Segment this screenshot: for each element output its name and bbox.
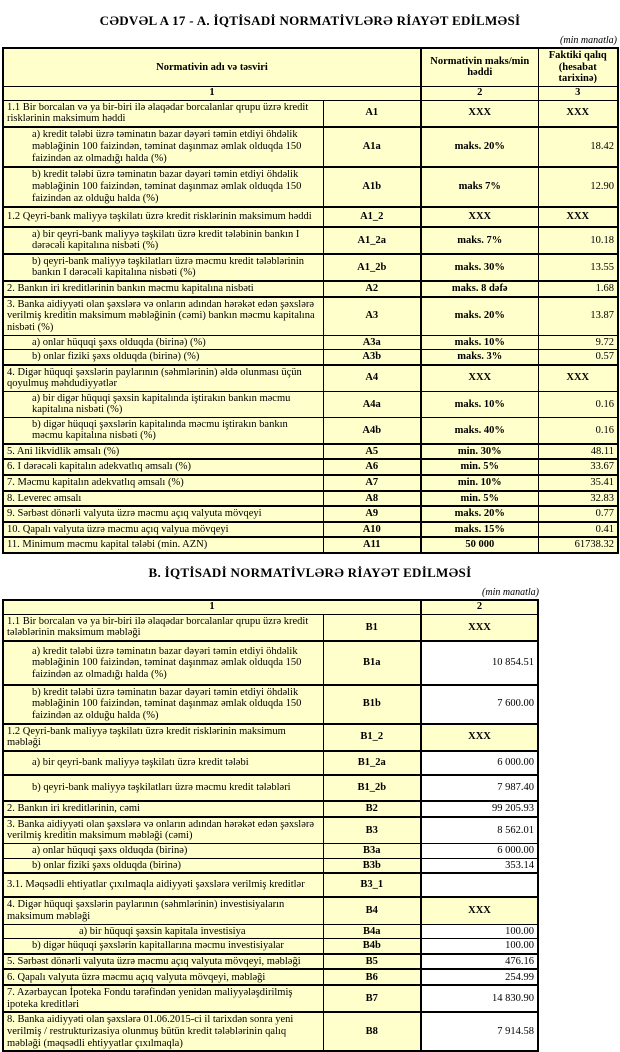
table-row	[3, 491, 618, 507]
norm-actual-cell: 61738.32	[538, 537, 618, 553]
norm-actual-cell: 0.16	[538, 391, 618, 417]
norm-name-cell: b) kredit tələbi üzrə təminatın bazar dəyəri təmin etdiyi öhdəlik məbləğinin 100 faizindən, təminat daşınmaz əmlak olduqda 150 faizindən az olduğu halda (%)	[3, 167, 323, 207]
table-row	[3, 167, 618, 207]
norm-value-cell: 254.99	[421, 969, 538, 985]
norm-actual-cell: 9.72	[538, 335, 618, 350]
norm-name-cell: a) bir qeyri-bank maliyyə təşkilatı üzrə kredit tələbi	[3, 751, 323, 775]
norm-actual-cell: 35.41	[538, 475, 618, 491]
header-limit: Normativin maks/min həddi	[421, 48, 538, 86]
norm-name-cell: 1.2 Qeyri-bank maliyyə təşkilatı üzrə kredit risklərinin maksimum həddi	[3, 207, 323, 227]
norm-code-cell: B7	[323, 985, 421, 1012]
table-row	[3, 985, 538, 1012]
norm-value-cell: 14 830.90	[421, 985, 538, 1012]
norm-value-cell: 6 000.00	[421, 751, 538, 775]
norm-value-cell: 7 987.40	[421, 775, 538, 801]
norm-actual-cell: 0.41	[538, 522, 618, 538]
norm-name-cell: 8. Banka aidiyyəti olan şəxslərə 01.06.2015-ci il tarixdən sonra yeni verilmiş / restrukturizasiya olunmuş bütün kredit tələblərinin qalıq məbləği (məqsədli ehtiyyatlar çıxılmaqla)	[3, 1012, 323, 1051]
norm-name-cell: 3.1. Məqsədli ehtiyatlar çıxılmaqla aidiyyəti şəxslərə verilmiş kreditlər	[3, 873, 323, 897]
table-b-unit-note: (min manatla)	[482, 586, 539, 598]
norm-name-cell: 6. I dərəcəli kapitalın adekvatlıq əmsalı (%)	[3, 459, 323, 475]
table-row	[3, 417, 618, 444]
header-name: Normativin adı və təsviri	[3, 48, 421, 86]
table-row	[3, 391, 618, 417]
norm-code-cell: A1_2a	[323, 227, 421, 254]
table-row	[3, 969, 538, 985]
norm-limit-cell: maks. 20%	[421, 127, 538, 167]
norm-code-cell: B2	[323, 801, 421, 817]
table-row	[3, 254, 618, 281]
norm-name-cell: 5. Sərbəst dönərli valyuta üzrə məcmu açıq valyuta mövqeyi, məbləği	[3, 954, 323, 970]
table-row	[3, 350, 618, 365]
norm-name-cell: b) qeyri-bank maliyyə təşkilatları üzrə məcmu kredit tələbləri	[3, 775, 323, 801]
norm-code-cell: A1a	[323, 127, 421, 167]
norm-actual-cell: 33.67	[538, 459, 618, 475]
norm-name-cell: 1.2 Qeyri-bank maliyyə təşkilatı üzrə kredit risklərinin maksimum məbləği	[3, 724, 323, 751]
table-row	[3, 227, 618, 254]
norm-value-cell: 100.00	[421, 924, 538, 939]
norm-name-cell: a) onlar hüquqi şəxs olduqda (birinə)	[3, 844, 323, 859]
table-row	[3, 844, 538, 859]
table-row	[3, 506, 618, 522]
table-a-header-row	[3, 48, 618, 86]
norm-actual-cell: 12.90	[538, 167, 618, 207]
norm-name-cell: 7. Azərbaycan İpoteka Fondu tərəfindən yenidən maliyyələşdirilmiş ipoteka kreditləri	[3, 985, 323, 1012]
norm-actual-cell: XXX	[538, 207, 618, 227]
norm-name-cell: 4. Digər hüquqi şəxslərin paylarının (səhmlərinin) investisiyaların maksimum məbləği	[3, 897, 323, 924]
norm-name-cell: 9. Sərbəst dönərli valyuta üzrə məcmu açıq valyuta mövqeyi	[3, 506, 323, 522]
table-row	[3, 614, 538, 641]
table-row	[3, 817, 538, 844]
norm-name-cell: 2. Bankın iri kreditlərinin bankın məcmu kapitalına nisbəti	[3, 281, 323, 297]
norm-actual-cell: 13.55	[538, 254, 618, 281]
table-row	[3, 724, 538, 751]
norm-name-cell: b) digər hüquqi şəxslərin kapitallarına məcmu investisiyalar	[3, 939, 323, 954]
norm-name-cell: b) qeyri-bank maliyyə təşkilatları üzrə məcmu kredit tələblərinin bankın I dərəcəli kapitalına nisbəti (%)	[3, 254, 323, 281]
norm-value-cell: 10 854.51	[421, 641, 538, 685]
table-a-number-row	[3, 86, 618, 100]
norm-code-cell: A6	[323, 459, 421, 475]
norm-limit-cell: maks. 10%	[421, 335, 538, 350]
table-row	[3, 522, 618, 538]
norm-code-cell: B4a	[323, 924, 421, 939]
norm-code-cell: A1_2	[323, 207, 421, 227]
norm-actual-cell: 1.68	[538, 281, 618, 297]
norm-limit-cell: maks. 30%	[421, 254, 538, 281]
norm-code-cell: A9	[323, 506, 421, 522]
norm-value-cell: 99 205.93	[421, 801, 538, 817]
norm-code-cell: A3	[323, 297, 421, 335]
norm-name-cell: 8. Leverec əmsalı	[3, 491, 323, 507]
norm-code-cell: B4	[323, 897, 421, 924]
norm-code-cell: B5	[323, 954, 421, 970]
norm-actual-cell: 18.42	[538, 127, 618, 167]
norm-code-cell: A11	[323, 537, 421, 553]
norm-code-cell: A4a	[323, 391, 421, 417]
norm-limit-cell: maks. 20%	[421, 297, 538, 335]
norm-code-cell: A8	[323, 491, 421, 507]
table-row	[3, 297, 618, 335]
norm-value-cell: XXX	[421, 724, 538, 751]
norm-limit-cell: min. 30%	[421, 444, 538, 460]
col-number-2: 2	[421, 86, 538, 100]
norm-name-cell: a) bir qeyri-bank maliyyə təşkilatı üzrə kredit tələbinin bankın I dərəcəli kapitalına nisbəti (%)	[3, 227, 323, 254]
norm-name-cell: 7. Məcmu kapitalın adekvatlıq əmsalı (%)	[3, 475, 323, 491]
table-row	[3, 801, 538, 817]
norm-code-cell: B1a	[323, 641, 421, 685]
norm-name-cell: 11. Minimum məcmu kapital tələbi (min. AZN)	[3, 537, 323, 553]
norm-code-cell: B3a	[323, 844, 421, 859]
norm-name-cell: 2. Bankın iri kreditlərinin, cəmi	[3, 801, 323, 817]
table-row	[3, 1012, 538, 1051]
norm-code-cell: B3	[323, 817, 421, 844]
norm-code-cell: B3_1	[323, 873, 421, 897]
norm-limit-cell: maks. 40%	[421, 417, 538, 444]
table-b-title: B. İQTİSADİ NORMATİVLƏRƏ RİAYƏT EDİLMƏSİ	[148, 564, 472, 580]
col-number-1: 1	[3, 600, 421, 615]
table-row	[3, 127, 618, 167]
norm-limit-cell: XXX	[421, 100, 538, 127]
norm-name-cell: 3. Banka aidiyyəti olan şəxslərə və onların adından hərəkət edən şəxslərə verilmiş kreditin maksimum məbləği (cəmi)	[3, 817, 323, 844]
col-number-1: 1	[3, 86, 421, 100]
norm-code-cell: A5	[323, 444, 421, 460]
norm-limit-cell: min. 10%	[421, 475, 538, 491]
norm-code-cell: A3b	[323, 350, 421, 365]
norm-name-cell: a) kredit tələbi üzrə təminatın bazar dəyəri təmin etdiyi öhdəlik məbləğinin 100 faizindən, təminat daşınmaz əmlak olduqda 150 faizindən az olmadığı halda (%)	[3, 127, 323, 167]
norm-code-cell: B1_2a	[323, 751, 421, 775]
table-row	[3, 537, 618, 553]
norm-actual-cell: 0.16	[538, 417, 618, 444]
norm-value-cell: 353.14	[421, 858, 538, 873]
norm-value-cell: 6 000.00	[421, 844, 538, 859]
norm-actual-cell: 32.83	[538, 491, 618, 507]
table-row	[3, 444, 618, 460]
norm-actual-cell: 10.18	[538, 227, 618, 254]
norm-value-cell: XXX	[421, 614, 538, 641]
norm-value-cell	[421, 873, 538, 897]
norm-code-cell: B1b	[323, 685, 421, 724]
norm-code-cell: A4b	[323, 417, 421, 444]
norm-actual-cell: 0.77	[538, 506, 618, 522]
norm-code-cell: A1_2b	[323, 254, 421, 281]
table-row	[3, 751, 538, 775]
norm-code-cell: B6	[323, 969, 421, 985]
table-row	[3, 897, 538, 924]
norm-value-cell: 476.16	[421, 954, 538, 970]
table-row	[3, 954, 538, 970]
norm-limit-cell: 50 000	[421, 537, 538, 553]
norm-code-cell: A1b	[323, 167, 421, 207]
norm-name-cell: b) onlar fiziki şəxs olduqda (birinə)	[3, 858, 323, 873]
table-a	[2, 47, 619, 554]
norm-limit-cell: maks. 8 dəfə	[421, 281, 538, 297]
norm-value-cell: XXX	[421, 897, 538, 924]
norm-limit-cell: maks. 10%	[421, 391, 538, 417]
norm-name-cell: a) bir digər hüquqi şəxsin kapitalında iştirakın bankın məcmu kapitalına nisbəti (%)	[3, 391, 323, 417]
norm-code-cell: B4b	[323, 939, 421, 954]
norm-code-cell: A10	[323, 522, 421, 538]
table-row	[3, 459, 618, 475]
norm-code-cell: A4	[323, 365, 421, 392]
norm-limit-cell: maks. 7%	[421, 227, 538, 254]
norm-actual-cell: 48.11	[538, 444, 618, 460]
norm-name-cell: a) onlar hüquqi şəxs olduqda (birinə) (%)	[3, 335, 323, 350]
norm-code-cell: A2	[323, 281, 421, 297]
table-row	[3, 924, 538, 939]
norm-actual-cell: XXX	[538, 365, 618, 392]
norm-name-cell: 4. Digər hüquqi şəxslərin paylarının (səhmlərinin) əldə olunması üçün qoyulmuş məhdudiyyətlər	[3, 365, 323, 392]
norm-name-cell: a) bir hüquqi şəxsin kapitala investisiya	[3, 924, 323, 939]
table-a-title: CƏDVƏL A 17 - A. İQTİSADİ NORMATİVLƏRƏ RİAYƏT EDİLMƏSİ	[99, 13, 521, 28]
norm-actual-cell: XXX	[538, 100, 618, 127]
table-row	[3, 335, 618, 350]
norm-limit-cell: maks. 3%	[421, 350, 538, 365]
header-actual: Faktiki qalıq (hesabat tarixinə)	[538, 48, 618, 86]
table-b-number-row	[3, 600, 538, 615]
norm-name-cell: 1.1 Bir borcalan və ya bir-biri ilə əlaqədar borcalanlar qrupu üzrə kredit risklərinin maksimum həddi	[3, 100, 323, 127]
norm-code-cell: A7	[323, 475, 421, 491]
norm-name-cell: 3. Banka aidiyyəti olan şəxslərə və onların adından hərəkət edən şəxslərə verilmiş kreditin maksimum məbləğinin (cəmi) bankın məcmu kapitalına nisbəti (%)	[3, 297, 323, 335]
norm-code-cell: A3a	[323, 335, 421, 350]
norm-value-cell: 8 562.01	[421, 817, 538, 844]
norm-limit-cell: min. 5%	[421, 491, 538, 507]
norm-code-cell: B1_2	[323, 724, 421, 751]
table-row	[3, 365, 618, 392]
table-a-unit-note: (min manatla)	[560, 35, 617, 46]
norm-limit-cell: min. 5%	[421, 459, 538, 475]
norm-name-cell: 6. Qapalı valyuta üzrə məcmu açıq valyuta mövqeyi, məbləği	[3, 969, 323, 985]
norm-name-cell: 10. Qapalı valyuta üzrə məcmu açıq valyua mövqeyi	[3, 522, 323, 538]
table-row	[3, 775, 538, 801]
table-row	[3, 475, 618, 491]
norm-code-cell: B1	[323, 614, 421, 641]
norm-actual-cell: 0.57	[538, 350, 618, 365]
norm-limit-cell: XXX	[421, 207, 538, 227]
norm-code-cell: A1	[323, 100, 421, 127]
norm-name-cell: b) onlar fiziki şəxs olduqda (birinə) (%)	[3, 350, 323, 365]
norm-limit-cell: maks. 20%	[421, 506, 538, 522]
norm-name-cell: b) digər hüquqi şəxslərin kapitalında məcmu iştirakın bankın məcmu kapitalına nisbəti (%)	[3, 417, 323, 444]
col-number-3: 3	[538, 86, 618, 100]
table-row	[3, 281, 618, 297]
table-row	[3, 873, 538, 897]
norm-limit-cell: maks 7%	[421, 167, 538, 207]
norm-name-cell: 5. Ani likvidlik əmsalı (%)	[3, 444, 323, 460]
table-b	[2, 599, 539, 1052]
table-row	[3, 858, 538, 873]
norm-name-cell: 1.1 Bir borcalan və ya bir-biri ilə əlaqədar borcalanlar qrupu üzrə kredit tələblərinin maksimum məbləği	[3, 614, 323, 641]
norm-name-cell: a) kredit tələbi üzrə təminatın bazar dəyəri təmin etdiyi öhdəlik məbləğinin 100 faizindən, təminat daşınmaz əmlak olduqda 150 faizindən az olmadığı halda (%)	[3, 641, 323, 685]
norm-value-cell: 7 914.58	[421, 1012, 538, 1051]
norm-limit-cell: maks. 15%	[421, 522, 538, 538]
norm-name-cell: b) kredit tələbi üzrə təminatın bazar dəyəri təmin etdiyi öhdəlik məbləğinin 100 faizindən, təminat daşınmaz əmlak olduqda 150 faizindən az olduğu halda (%)	[3, 685, 323, 724]
table-row	[3, 685, 538, 724]
norm-actual-cell: 13.87	[538, 297, 618, 335]
norm-code-cell: B8	[323, 1012, 421, 1051]
norm-code-cell: B1_2b	[323, 775, 421, 801]
norm-limit-cell: XXX	[421, 365, 538, 392]
table-row	[3, 100, 618, 127]
norm-value-cell: 100.00	[421, 939, 538, 954]
norm-value-cell: 7 600.00	[421, 685, 538, 724]
table-row	[3, 641, 538, 685]
table-row	[3, 207, 618, 227]
col-number-2: 2	[421, 600, 538, 615]
table-row	[3, 939, 538, 954]
norm-code-cell: B3b	[323, 858, 421, 873]
